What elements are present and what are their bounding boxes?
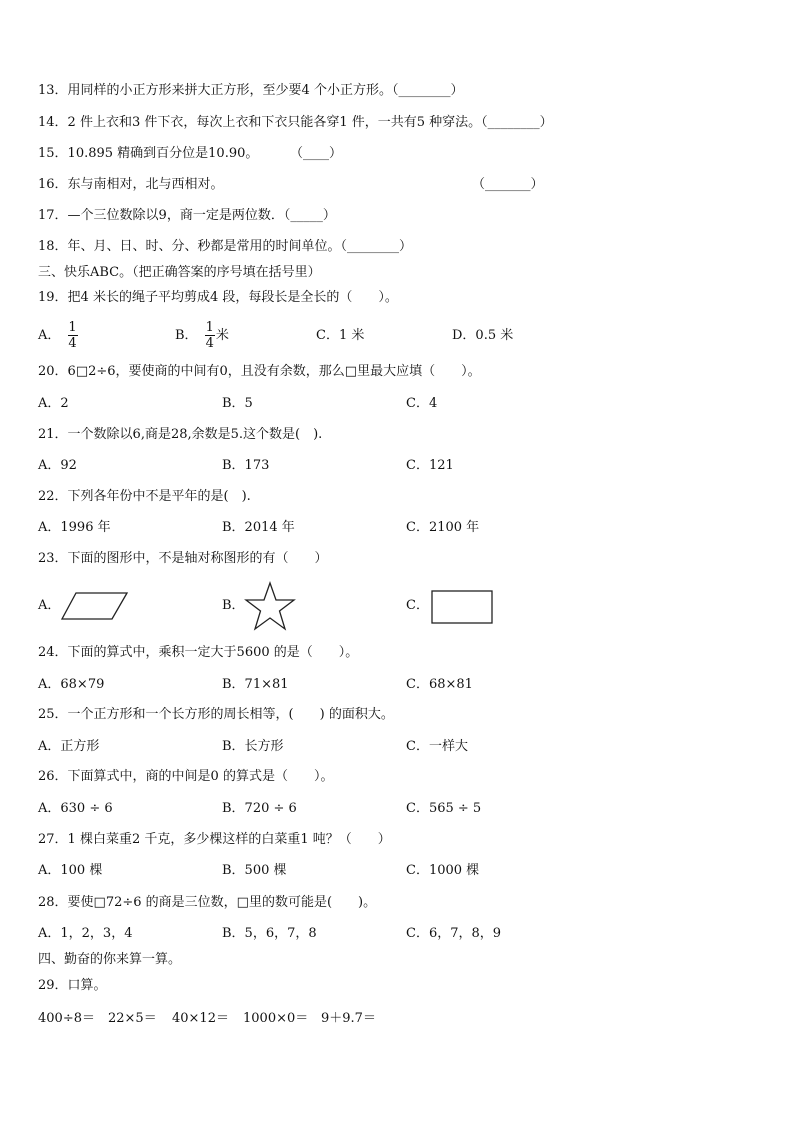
question-25-option-b: B．长方形 bbox=[222, 739, 284, 754]
question-24-option-c: C．68×81 bbox=[406, 677, 473, 692]
question-26-option-a: A．630 ÷ 6 bbox=[38, 801, 113, 816]
question-22-option-a: A．1996 年 bbox=[38, 520, 111, 535]
question-25: 25．一个正方形和一个长方形的周长相等，( ) 的面积大。 bbox=[38, 707, 394, 722]
parallelogram-shape bbox=[60, 591, 130, 621]
question-16-answer-blank: （_______） bbox=[472, 177, 544, 192]
question-18: 18．年、月、日、时、分、秒都是常用的时间单位。（________） bbox=[38, 239, 413, 254]
question-27-option-a: A．100 棵 bbox=[38, 863, 103, 878]
question-24-option-b: B．71×81 bbox=[222, 677, 289, 692]
question-24: 24．下面的算式中，乘积一定大于5600 的是（ ）。 bbox=[38, 645, 359, 660]
question-28: 28．要使□72÷6 的商是三位数，□里的数可能是( )。 bbox=[38, 895, 377, 910]
question-23-option-c: C． bbox=[406, 598, 429, 613]
question-22-option-b: B．2014 年 bbox=[222, 520, 295, 535]
question-20-option-a: A．2 bbox=[38, 396, 69, 411]
mental-math-item: 1000×0＝ bbox=[243, 1011, 309, 1026]
question-20-option-c: C．4 bbox=[406, 396, 438, 411]
question-23: 23．下面的图形中，不是轴对称图形的有（ ） bbox=[38, 551, 328, 566]
question-22-option-c: C．2100 年 bbox=[406, 520, 480, 535]
question-27: 27．1 棵白菜重2 千克，多少棵这样的白菜重1 吨？（ ） bbox=[38, 832, 391, 847]
question-27-option-c: C．1000 棵 bbox=[406, 863, 480, 878]
question-19-option-c: C．1 米 bbox=[316, 328, 365, 343]
question-19-option-d: D．0.5 米 bbox=[452, 328, 514, 343]
question-17: 17．—个三位数除以9，商一定是两位数．（_____） bbox=[38, 208, 336, 223]
fraction-one-quarter: $\frac{1}{4}$ bbox=[68, 320, 77, 351]
question-19-option-b bbox=[175, 318, 229, 354]
question-15: 15．10.895 精确到百分位是10.90。 bbox=[38, 146, 259, 161]
section-3-heading: 三、快乐ABC。（把正确答案的序号填在括号里） bbox=[38, 265, 321, 280]
mental-math-item: 22×5＝ bbox=[108, 1011, 157, 1026]
question-15-answer-blank: （____） bbox=[290, 146, 343, 161]
rectangle-shape bbox=[430, 589, 494, 625]
mental-math-item: 9＋9.7＝ bbox=[321, 1011, 376, 1026]
question-29: 29．口算。 bbox=[38, 978, 107, 993]
fraction-one-quarter: $\frac{1}{4}$ bbox=[205, 320, 214, 351]
question-20-option-b: B．5 bbox=[222, 396, 253, 411]
question-22: 22．下列各年份中不是平年的是( ). bbox=[38, 489, 251, 504]
question-28-option-c: C．6，7，8，9 bbox=[406, 926, 502, 941]
question-21-option-a: A．92 bbox=[38, 458, 77, 473]
question-19: 19．把4 米长的绳子平均剪成4 段，每段长是全长的（ ）。 bbox=[38, 290, 398, 305]
question-14: 14．2 件上衣和3 件下衣，每次上衣和下衣只能各穿1 件，一共有5 种穿法。（________） bbox=[38, 115, 553, 130]
question-23-option-b: B． bbox=[222, 598, 245, 613]
question-21-option-c: C．121 bbox=[406, 458, 454, 473]
question-25-option-c: C．一样大 bbox=[406, 739, 468, 754]
option-label: A． bbox=[38, 328, 61, 343]
question-19-option-a bbox=[38, 318, 79, 354]
question-26-option-c: C．565 ÷ 5 bbox=[406, 801, 482, 816]
question-24-option-a: A．68×79 bbox=[38, 677, 105, 692]
mental-math-item: 40×12＝ bbox=[172, 1011, 229, 1026]
question-28-option-a: A．1，2，3，4 bbox=[38, 926, 133, 941]
question-26: 26．下面算式中，商的中间是0 的算式是（ ）。 bbox=[38, 769, 334, 784]
question-16: 16．东与南相对，北与西相对。 bbox=[38, 177, 224, 192]
question-26-option-b: B．720 ÷ 6 bbox=[222, 801, 297, 816]
section-4-heading: 四、勤奋的你来算一算。 bbox=[38, 952, 182, 967]
question-21-option-b: B．173 bbox=[222, 458, 270, 473]
question-13: 13．用同样的小正方形来拼大正方形，至少要4 个小正方形。（________） bbox=[38, 83, 464, 98]
mental-math-item: 400÷8＝ bbox=[38, 1011, 95, 1026]
question-21: 21．一个数除以6,商是28,余数是5.这个数是( ). bbox=[38, 427, 323, 442]
question-25-option-a: A．正方形 bbox=[38, 739, 100, 754]
star-shape bbox=[244, 581, 296, 631]
question-27-option-b: B．500 棵 bbox=[222, 863, 287, 878]
unit-meter: 米 bbox=[215, 328, 229, 343]
question-23-option-a: A． bbox=[38, 598, 61, 613]
option-label: B． bbox=[175, 328, 198, 343]
question-28-option-b: B．5，6，7，8 bbox=[222, 926, 317, 941]
question-20: 20．6□2÷6，要使商的中间有0，且没有余数，那么□里最大应填（ ）。 bbox=[38, 364, 481, 379]
